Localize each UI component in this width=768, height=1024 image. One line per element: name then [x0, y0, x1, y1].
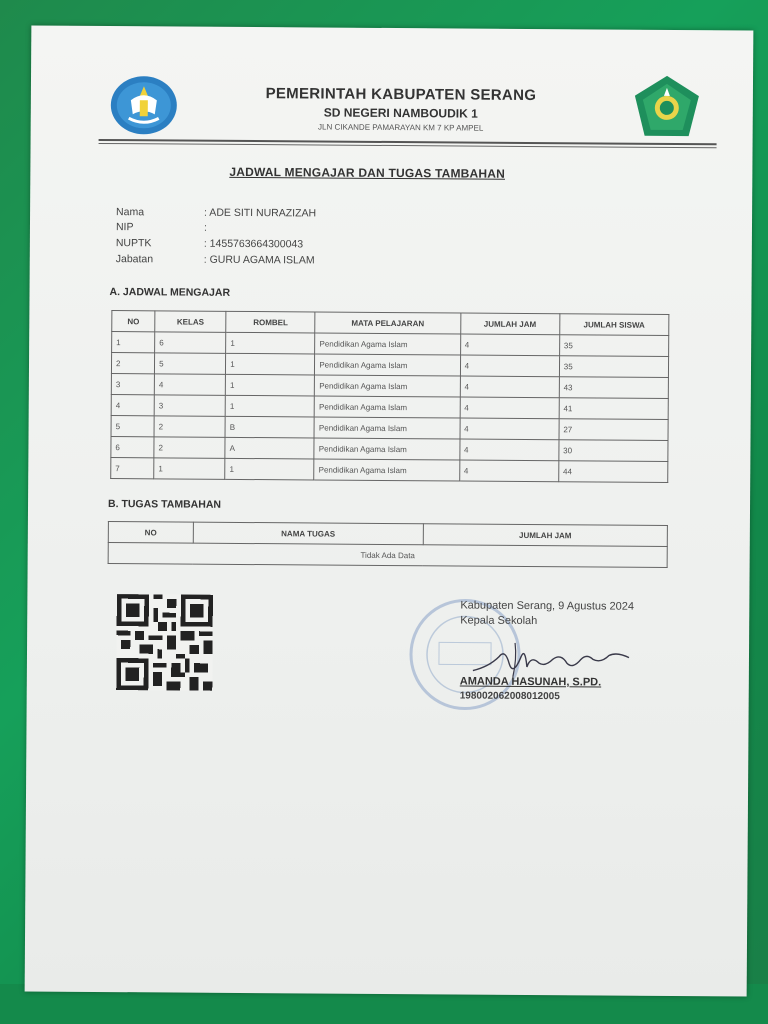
section-b-title: B. TUGAS TAMBAHAN — [107, 498, 222, 511]
column-header: NAMA TUGAS — [193, 522, 423, 545]
cell-siswa: 30 — [559, 440, 668, 462]
cell-kelas: 1 — [154, 458, 225, 479]
cell-no: 6 — [111, 437, 154, 458]
cell-siswa: 27 — [559, 419, 668, 441]
cell-jam: 4 — [460, 418, 559, 440]
cell-kelas: 2 — [154, 437, 225, 458]
header-address: JLN CIKANDE PAMARAYAN KM 7 KP AMPEL — [318, 122, 484, 133]
cell-siswa: 44 — [558, 461, 667, 483]
cell-kelas: 6 — [155, 332, 226, 353]
column-header: ROMBEL — [226, 311, 315, 333]
signature-position: Kepala Sekolah — [460, 614, 538, 628]
tut-wuri-handayani-logo — [109, 74, 179, 136]
column-header: NO — [108, 522, 193, 544]
cell-mapel: Pendidikan Agama Islam — [314, 396, 459, 418]
cell-mapel: Pendidikan Agama Islam — [315, 375, 460, 397]
qr-code-icon — [113, 594, 217, 691]
cell-jam: 4 — [460, 376, 559, 398]
cell-no: 2 — [111, 353, 154, 374]
header-line-2: SD NEGERI NAMBOUDIK 1 — [323, 105, 478, 121]
cell-no: 3 — [111, 374, 154, 395]
cell-rombel: B — [225, 416, 314, 438]
cell-mapel: Pendidikan Agama Islam — [315, 354, 460, 376]
cell-rombel: 1 — [225, 458, 314, 480]
info-label: Jabatan — [115, 253, 154, 266]
cell-rombel: 1 — [226, 353, 315, 375]
table-row — [108, 543, 667, 568]
extra-duty-table — [108, 521, 668, 568]
cell-kelas: 3 — [154, 395, 225, 416]
info-row-nama — [116, 206, 316, 219]
document-paper — [25, 25, 754, 996]
info-value: : GURU AGAMA ISLAM — [203, 253, 315, 267]
column-header: MATA PELAJARAN — [315, 312, 460, 334]
cell-no: 4 — [111, 395, 154, 416]
info-value: : — [203, 221, 207, 234]
info-label: Nama — [116, 206, 145, 219]
signature-place-date: Kabupaten Serang, 9 Agustus 2024 — [460, 599, 635, 613]
info-label: NUPTK — [115, 237, 152, 250]
cell-no: 7 — [111, 458, 154, 479]
info-row-nip — [116, 221, 207, 234]
table-row — [111, 458, 668, 483]
column-header: JUMLAH JAM — [460, 313, 559, 335]
cell-rombel: 1 — [225, 395, 314, 417]
document-title: JADWAL MENGAJAR DAN TUGAS TAMBAHAN — [229, 164, 506, 181]
header-line-1: PEMERINTAH KABUPATEN SERANG — [265, 85, 537, 105]
info-row-nuptk — [116, 237, 303, 250]
column-header: KELAS — [155, 311, 226, 332]
cell-mapel: Pendidikan Agama Islam — [314, 459, 459, 481]
cell-kelas: 4 — [154, 374, 225, 395]
cell-siswa: 43 — [559, 377, 668, 399]
cell-no: 5 — [111, 416, 154, 437]
signatory-name: AMANDA HASUNAH, S.PD. — [459, 675, 602, 689]
info-row-jabatan — [116, 253, 315, 266]
column-header: JUMLAH SISWA — [560, 314, 669, 336]
cell-mapel: Pendidikan Agama Islam — [314, 438, 459, 460]
column-header: JUMLAH JAM — [423, 524, 667, 547]
empty-state: Tidak Ada Data — [108, 543, 667, 568]
info-value: : ADE SITI NURAZIZAH — [204, 206, 317, 220]
cell-mapel: Pendidikan Agama Islam — [314, 417, 459, 439]
column-header: NO — [112, 311, 155, 332]
cell-rombel: 1 — [225, 374, 314, 396]
schedule-table — [110, 310, 669, 483]
cell-kelas: 5 — [155, 353, 226, 374]
signatory-nip: 198002062008012005 — [459, 690, 560, 703]
cell-siswa: 35 — [559, 335, 668, 357]
cell-kelas: 2 — [154, 416, 225, 437]
cell-rombel: A — [225, 437, 314, 459]
cell-siswa: 41 — [559, 398, 668, 420]
cell-siswa: 35 — [559, 356, 668, 378]
section-a-title: A. JADWAL MENGAJAR — [109, 286, 231, 299]
info-label: NIP — [115, 221, 134, 234]
kemenag-logo — [631, 74, 703, 141]
cell-no: 1 — [112, 332, 155, 353]
cell-jam: 4 — [460, 334, 559, 356]
cell-rombel: 1 — [226, 332, 315, 354]
cell-jam: 4 — [459, 439, 558, 461]
cell-jam: 4 — [460, 397, 559, 419]
info-value: : 1455763664300043 — [203, 237, 304, 251]
cell-mapel: Pendidikan Agama Islam — [315, 333, 460, 355]
cell-jam: 4 — [459, 460, 558, 482]
cell-jam: 4 — [460, 355, 559, 377]
